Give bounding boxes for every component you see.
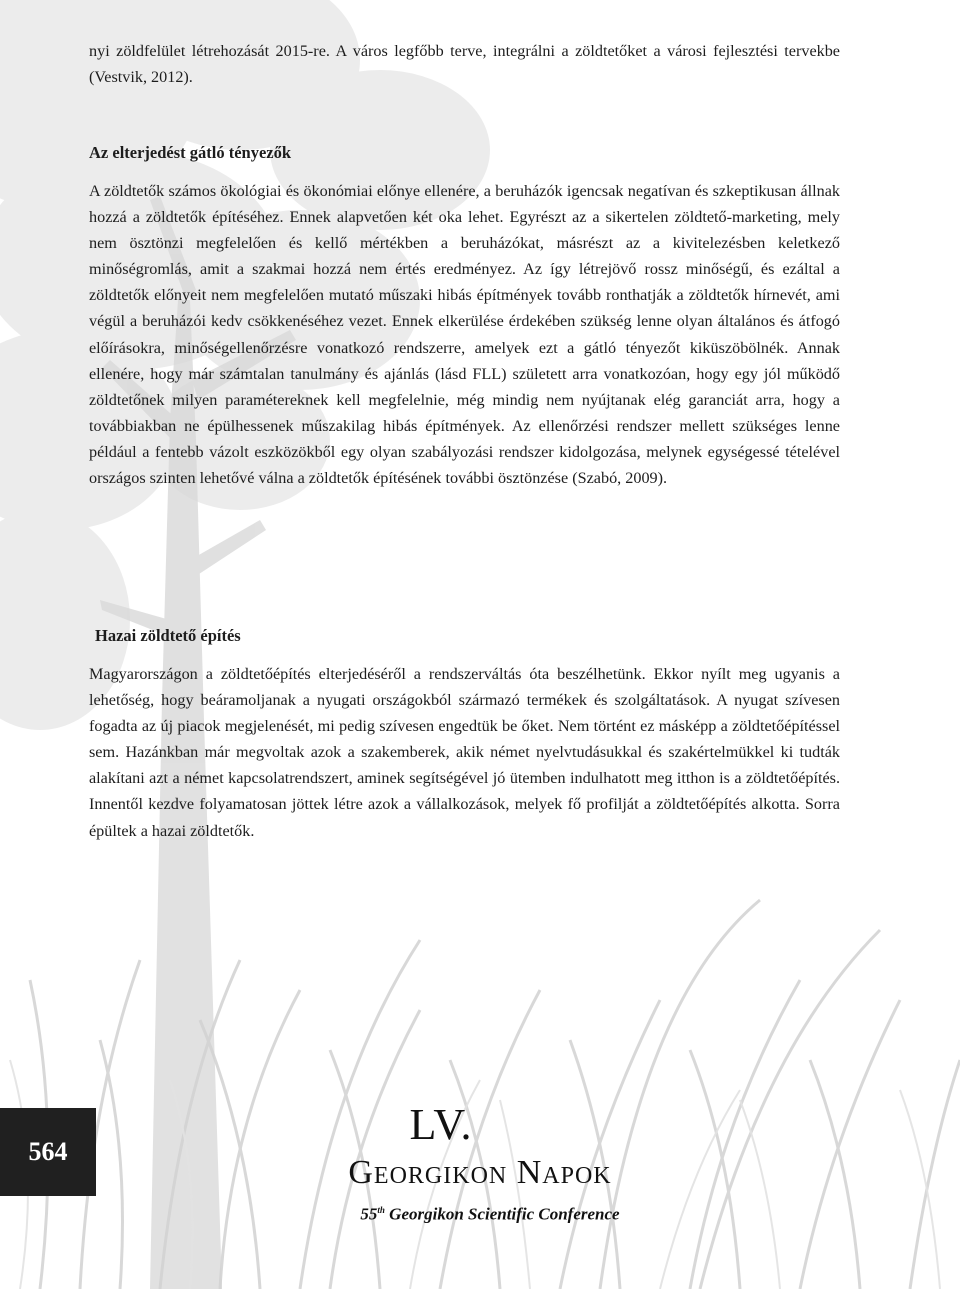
body-text-top (89, 38, 840, 90)
conference-logo (300, 1100, 660, 1229)
section-heading-domestic: Hazai zöldtető építés (95, 626, 241, 645)
conference-subtitle-text: Georgikon Scientific Conference (384, 1204, 620, 1224)
conference-roman-numeral: LV. (409, 1100, 473, 1149)
paragraph-barriers: A zöldtetők számos ökológiai és ökonómiai előnye ellenére, a beruházók igencsak negatívan és szkeptikusan állnak hozzá a zöldtetők építéséhez. Ennek alapvetően két oka lehet. Egyrészt az a sikertelen zöldtető-marketing, mely nem ösztönzi megfelelően és kellő mértékben a beruházókat, másrészt az a kivitelezésben keletkező minőségromlás, amit a szakmai hozzá nem értés eredményez. Az így létrejövő rossz minőségű, és ezáltal a zöldtetők előnyeit nem megfelelően mutató műszaki hibás építmények tovább ronthatják a zöldtetők hírnevét, ami végül a beruházói kedv csökkenéséhez vezet. Ennek elkerülése érdekében szükség lenne olyan általános és átfogó előírásokra, minőségellenőrzésre vonatkozó rendszerre, amelyek ezt a gátló tényezőt kiküszöbölnék. Annak ellenére, hogy már számtalan tanulmány és ajánlás (lásd FLL) született arra vonatkozóan, hogy egy jól működő zöldtetőnek milyen paramétereknek kell megfelelnie, még mindig nem nyújtanak elég garanciát arra, hogy a továbbiakban ne épülhessenek műszakilag hibás építmények. Az ellenőrzési rendszer mellett szükséges lenne például a fentebb vázolt eszközökből egy olyan szabályozási rendszer kidolgozása, melynek egységessé tételével országos szinten lehetővé válna a zöldtetők építésének további ösztönzése (Szabó, 2009). (89, 182, 840, 488)
paragraph-domestic: Magyarországon a zöldtetőépítés elterjedéséről a rendszerváltás óta beszélhetünk. Ekkor nyílt meg ugyanis a lehetőség, hogy beáramoljanak a nyugati országokból származó termékek és szolgáltatások. A nyugat szívesen fogadta az új piacok megjelenését, mi pedig szívesen engedtük be őket. Nem történt ez másképp a zöldtetőépítéssel sem. Hazánkban már megvoltak azok a szakemberek, akik német nyelvtudásukkal és szakértelmükkel ki tudták alakítani azt a német kapcsolatrendszert, aminek segítségével jó ütemben indulhatott meg itthon is a zöldtetőépítés. Innentől kezdve folyamatosan jöttek létre azok a vállalkozások, melyek fő profilját a zöldtetőépítés alkotta. Sorra épültek a hazai zöldtetők. (89, 665, 840, 840)
conference-subtitle (320, 1196, 660, 1229)
section-heading-barriers: Az elterjedést gátló tényezők (89, 143, 292, 162)
paragraph-intro: nyi zöldfelület létrehozását 2015-re. A város legfőbb terve, integrálni a zöldtetőket a városi fejlesztési tervekbe (Vestvik, 2012). (89, 42, 840, 87)
conference-edition-number: 55 (360, 1204, 378, 1224)
conference-name: Georgikon Napok (348, 1154, 612, 1191)
conference-edition-suffix: th (377, 1205, 385, 1215)
page-number-badge: 564 (0, 1108, 96, 1196)
